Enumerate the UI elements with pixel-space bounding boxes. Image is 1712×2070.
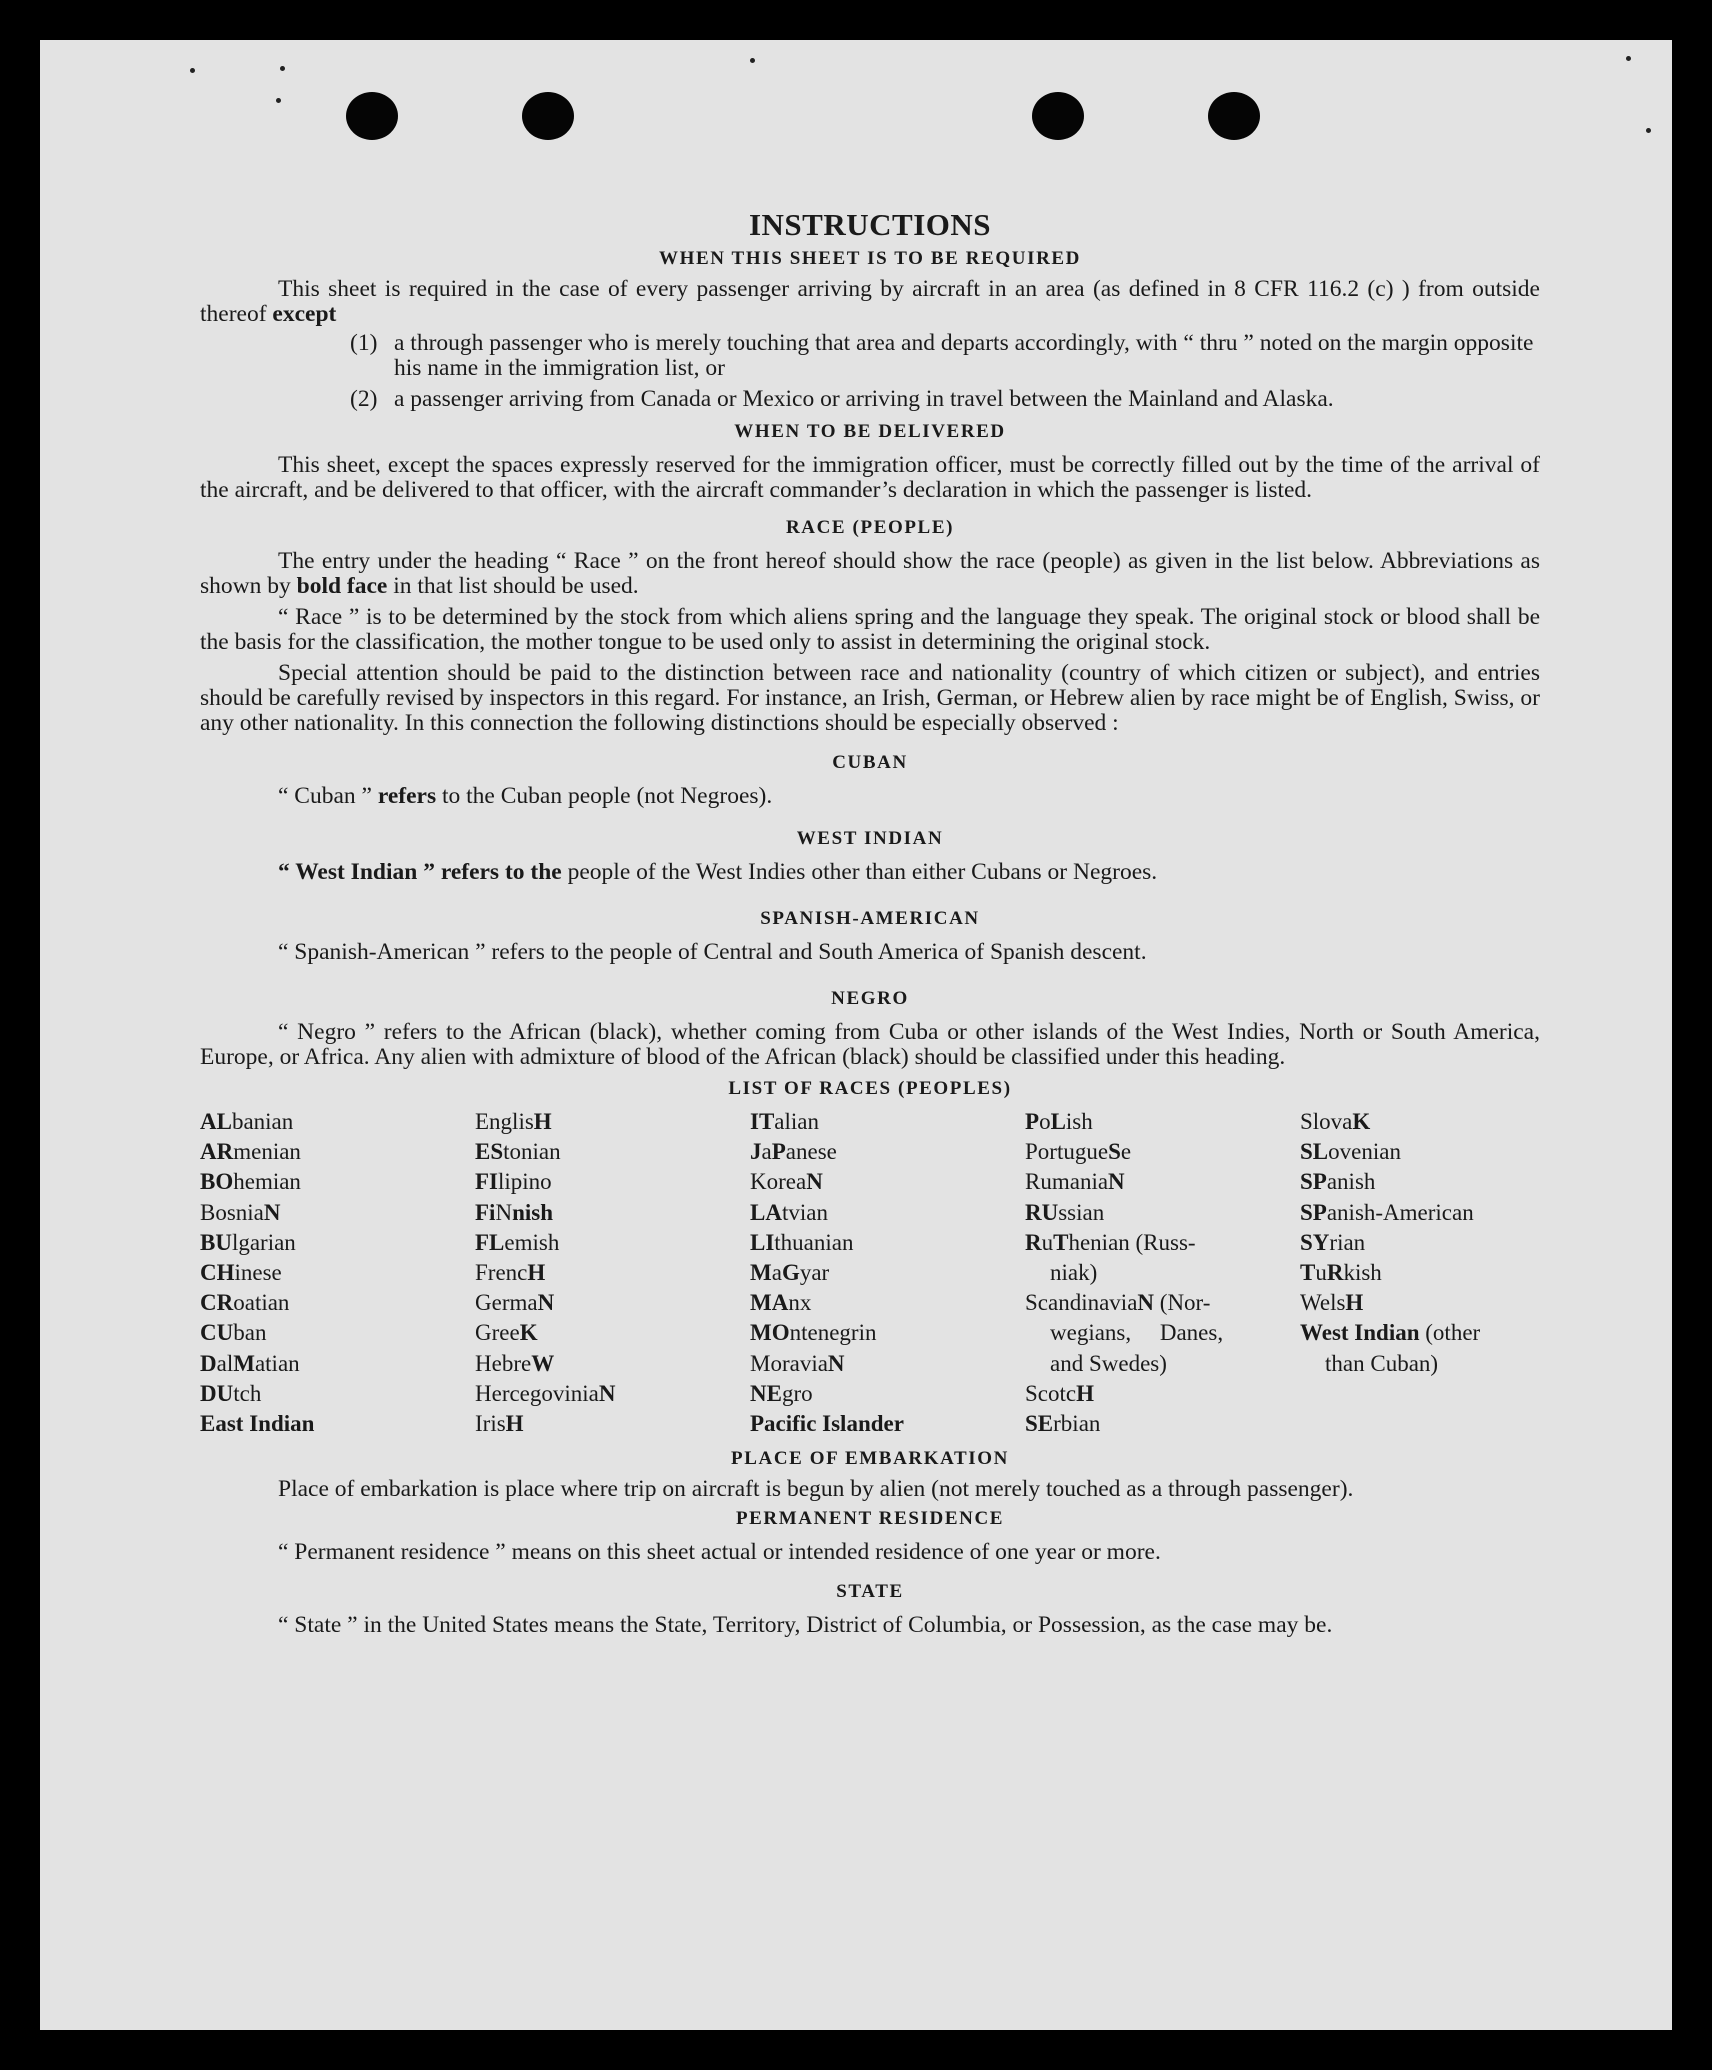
race-entry (750, 1409, 990, 1439)
race-text: u (1041, 1229, 1054, 1255)
race-abbreviation: H (1076, 1380, 1094, 1406)
bold-text: except (272, 301, 337, 327)
race-text: lgarian (231, 1229, 296, 1255)
item-text: a passenger arriving from Canada or Mexico or arriving in travel between the Mainland and Alaska. (394, 386, 1334, 412)
race-entry (475, 1107, 715, 1137)
race-abbreviation: N (827, 1350, 845, 1376)
race-entry (200, 1409, 440, 1439)
race-abbreviation: P (1025, 1109, 1040, 1134)
race-abbreviation: SE (1025, 1411, 1054, 1437)
race-abbreviation: M (233, 1350, 255, 1376)
race-entry (200, 1349, 440, 1379)
race-text: (Nor- (1154, 1290, 1211, 1316)
speck (280, 66, 285, 71)
race-text: ish (1065, 1109, 1093, 1134)
race-text: Korea (750, 1169, 807, 1195)
paragraph-delivered: This sheet, except the spaces expressly reserved for the immigration officer, must be correctly filled out by the time of the arrival of the aircraft, and be delivered to that officer, with the aircraft commander’s declaration in which the passenger is listed. (200, 452, 1540, 503)
section-heading-list-of-races: LIST OF RACES (PEOPLES) (728, 1078, 1012, 1099)
section-heading-negro: NEGRO (831, 988, 909, 1009)
race-abbreviation: CU (200, 1320, 234, 1346)
race-text: u (1315, 1260, 1327, 1286)
paragraph-text: “ Cuban ” (278, 783, 372, 809)
race-text: Slova (1300, 1109, 1353, 1134)
race-text: Moravia (750, 1350, 828, 1376)
speck (1646, 128, 1651, 133)
race-abbreviation: N (537, 1290, 555, 1316)
race-text: banian (231, 1109, 294, 1134)
paragraph-required (200, 277, 1540, 327)
race-abbreviation: Pacific Islander (750, 1411, 904, 1437)
race-entry (1300, 1167, 1540, 1197)
section-heading-state: STATE (836, 1581, 904, 1603)
race-text: Frenc (475, 1260, 528, 1286)
race-entry (1300, 1228, 1540, 1258)
race-abbreviation: SP (1300, 1169, 1327, 1195)
race-abbreviation: N (598, 1380, 616, 1406)
race-text: ban (233, 1320, 267, 1346)
race-text: Wels (1300, 1290, 1346, 1316)
race-abbreviation: East Indian (200, 1411, 315, 1437)
race-text: o (1039, 1109, 1051, 1134)
punch-hole (1208, 92, 1260, 140)
punch-hole (522, 92, 574, 140)
race-abbreviation: T (1300, 1260, 1316, 1286)
race-text: tch (233, 1380, 262, 1406)
paragraph-race-1 (200, 549, 1540, 599)
race-entry (475, 1349, 715, 1379)
race-text: Iris (475, 1411, 506, 1437)
race-text: menian (233, 1139, 301, 1165)
race-abbreviation: DU (200, 1380, 234, 1406)
race-abbreviation: ES (475, 1139, 504, 1165)
race-abbreviation: K (519, 1320, 538, 1346)
race-entry (1025, 1349, 1265, 1379)
section-heading-when-delivered: WHEN TO BE DELIVERED (734, 421, 1006, 442)
race-abbreviation: H (505, 1411, 524, 1437)
section-heading-permanent-residence: PERMANENT RESIDENCE (735, 1508, 1005, 1530)
race-abbreviation: SP (1300, 1199, 1327, 1225)
race-text: al (216, 1350, 234, 1376)
race-abbreviation: LI (750, 1229, 775, 1255)
race-abbreviation: H (533, 1109, 552, 1134)
race-text: Portugue (1025, 1139, 1109, 1165)
section-heading-race: RACE (PEOPLE) (785, 517, 955, 538)
races-column (750, 1107, 990, 1439)
race-entry (750, 1258, 990, 1288)
race-text: hemian (233, 1169, 301, 1195)
race-text: Scotc (1025, 1380, 1077, 1406)
race-entry (475, 1137, 715, 1167)
race-text: Bosnia (200, 1199, 264, 1225)
race-entry (475, 1409, 715, 1439)
race-text: kish (1343, 1260, 1382, 1286)
list-item (350, 387, 1540, 412)
races-column (475, 1107, 715, 1439)
race-abbreviation: CR (200, 1290, 234, 1316)
race-abbreviation: W (531, 1350, 555, 1376)
race-text: niak) (1050, 1260, 1098, 1286)
race-abbreviation: nish (512, 1199, 554, 1225)
paragraph-text: to the Cuban people (not Negroes). (442, 783, 773, 809)
race-entry (1300, 1198, 1540, 1228)
paragraph-spanish-american: “ Spanish-American ” refers to the people of Central and South America of Spanish descent. (278, 939, 1147, 965)
race-entry (750, 1107, 990, 1137)
race-abbreviation: Fi (475, 1199, 496, 1225)
race-entry (200, 1198, 440, 1228)
paragraph-cuban (200, 784, 1540, 809)
race-entry (200, 1318, 440, 1348)
race-abbreviation: R (1326, 1260, 1344, 1286)
race-entry (750, 1349, 990, 1379)
race-text: emish (504, 1229, 560, 1255)
race-entry (1300, 1349, 1540, 1379)
race-text: ovenian (1328, 1139, 1401, 1165)
race-entry (750, 1198, 990, 1228)
race-abbreviation: N (1108, 1169, 1125, 1195)
paragraph-embarkation: Place of embarkation is place where trip on aircraft is begun by alien (not merely touched as a through passenger). (278, 1476, 1354, 1503)
race-text: Englis (475, 1109, 534, 1134)
race-text: tvian (781, 1199, 828, 1225)
punch-hole (346, 92, 398, 140)
speck (1626, 56, 1631, 61)
section-heading-embarkation: PLACE OF EMBARKATION (731, 1448, 1009, 1470)
race-entry (200, 1137, 440, 1167)
race-abbreviation: LA (750, 1199, 782, 1225)
instructions-content (200, 207, 1540, 1638)
section-heading-cuban: CUBAN (832, 752, 908, 773)
race-text: atian (254, 1350, 300, 1376)
paragraph-west-indian (200, 860, 1540, 885)
race-entry (1025, 1137, 1265, 1167)
race-entry (200, 1379, 440, 1409)
punch-hole (1032, 92, 1084, 140)
race-abbreviation: P (771, 1139, 786, 1165)
paragraph-text: This sheet is required in the case of every passenger arriving by aircraft in an area (as defined in 8 CFR 116.2 (c) ) from outside thereof (200, 276, 1540, 327)
bold-text: “ West Indian ” refers to the (278, 859, 562, 885)
race-text: rbian (1053, 1411, 1101, 1437)
race-text: wegians, Danes, (1050, 1320, 1224, 1346)
race-entry (750, 1379, 990, 1409)
race-abbreviation: RU (1025, 1199, 1059, 1225)
race-abbreviation: J (750, 1139, 762, 1165)
race-text: lipino (498, 1169, 552, 1195)
race-text: anish (1326, 1169, 1376, 1195)
race-entry (1025, 1288, 1265, 1318)
race-text: Hercegovinia (475, 1380, 599, 1406)
races-column (1300, 1107, 1540, 1439)
race-abbreviation: FL (475, 1229, 505, 1255)
race-text: anese (785, 1139, 837, 1165)
races-column (1025, 1107, 1265, 1439)
race-abbreviation: BU (200, 1229, 232, 1255)
race-entry (1025, 1318, 1265, 1348)
race-text: Rumania (1025, 1169, 1109, 1195)
race-abbreviation: West Indian (1300, 1320, 1420, 1346)
item-text: a through passenger who is merely touching that area and departs accordingly, with “ thru ” noted on the margin opposite his name in the immigration list, or (394, 330, 1534, 381)
race-text: tonian (503, 1139, 561, 1165)
race-entry (750, 1167, 990, 1197)
race-entry (200, 1167, 440, 1197)
section-heading-when-required: WHEN THIS SHEET IS TO BE REQUIRED (658, 248, 1082, 269)
speck (750, 58, 755, 63)
race-abbreviation: H (527, 1260, 546, 1286)
race-abbreviation: G (781, 1260, 800, 1286)
race-entry (1025, 1258, 1265, 1288)
race-text: nx (788, 1290, 812, 1316)
speck (190, 68, 195, 73)
race-abbreviation: D (200, 1350, 217, 1376)
paragraph-text: people of the West Indies other than either Cubans or Negroes. (567, 859, 1158, 885)
race-text: rian (1329, 1229, 1366, 1255)
race-text: thuanian (774, 1229, 854, 1255)
race-abbreviation: NE (750, 1380, 782, 1406)
race-text: gro (781, 1380, 813, 1406)
race-entry (475, 1318, 715, 1348)
race-abbreviation: SY (1300, 1229, 1330, 1255)
paragraph-permanent-residence: “ Permanent residence ” means on this sheet actual or intended residence of one year or more. (278, 1539, 1161, 1566)
race-text: Germa (475, 1290, 538, 1316)
race-entry (1025, 1107, 1265, 1137)
race-abbreviation: N (263, 1199, 281, 1225)
race-text: a (771, 1260, 782, 1286)
race-entry (750, 1137, 990, 1167)
race-abbreviation: N (806, 1169, 823, 1195)
race-abbreviation: R (1025, 1229, 1042, 1255)
race-entry (1300, 1288, 1540, 1318)
race-entry (1025, 1379, 1265, 1409)
race-abbreviation: MO (750, 1320, 790, 1346)
race-text: yar (799, 1260, 830, 1286)
race-text: and Swedes) (1050, 1350, 1167, 1376)
race-abbreviation: AR (200, 1139, 234, 1165)
paragraph-text: in that list should be used. (393, 573, 639, 599)
race-entry (750, 1288, 990, 1318)
race-text: Scandinavia (1025, 1290, 1138, 1316)
paragraph-race-3: Special attention should be paid to the distinction between race and nationality (country of which citizen or subject), and entries should be carefully revised by inspectors in this regard. For instance, an Irish, German, or Hebrew alien by race might be of English, Swiss, or any other nationality. In this connection the following distinctions should be especially observed : (200, 660, 1540, 736)
race-entry (475, 1288, 715, 1318)
race-entry (200, 1107, 440, 1137)
race-abbreviation: M (750, 1260, 772, 1286)
race-abbreviation: FI (475, 1169, 498, 1195)
race-text: a (761, 1139, 772, 1165)
paragraph-race-2: “ Race ” is to be determined by the stock from which aliens spring and the language they speak. The original stock or blood shall be the basis for the classification, the mother tongue to be used only to assist in determining the original stock. (200, 604, 1540, 655)
race-entry (1300, 1258, 1540, 1288)
race-entry (1025, 1198, 1265, 1228)
speck (276, 98, 281, 103)
page-title: INSTRUCTIONS (748, 207, 991, 242)
race-entry (475, 1167, 715, 1197)
race-text: anish-American (1326, 1199, 1474, 1225)
paragraph-text: The entry under the heading “ Race ” on the front hereof should show the race (people) as given in the list below. Abbreviations as shown by (200, 548, 1540, 599)
races-table (200, 1107, 1540, 1439)
race-abbreviation: H (1345, 1290, 1364, 1316)
race-entry (1300, 1137, 1540, 1167)
bold-text: refers (377, 783, 437, 809)
race-entry (200, 1288, 440, 1318)
race-text: ntenegrin (789, 1320, 877, 1346)
race-abbreviation: N (1137, 1290, 1155, 1316)
bold-text: bold face (296, 573, 388, 599)
race-entry (1300, 1107, 1540, 1137)
race-abbreviation: SL (1300, 1139, 1329, 1165)
race-text: inese (234, 1260, 282, 1286)
race-text: Gree (475, 1320, 520, 1346)
list-item (350, 331, 1540, 381)
race-abbreviation: K (1352, 1109, 1371, 1134)
race-entry (200, 1258, 440, 1288)
item-number: (1) (350, 330, 378, 356)
race-abbreviation: T (1053, 1229, 1069, 1255)
race-abbreviation: S (1108, 1139, 1121, 1165)
race-text: ssian (1058, 1199, 1105, 1225)
paragraph-state: “ State ” in the United States means the State, Territory, District of Columbia, or Possession, as the case may be. (278, 1612, 1333, 1639)
race-entry (475, 1258, 715, 1288)
document-sheet (40, 40, 1672, 2030)
paragraph-negro: “ Negro ” refers to the African (black), whether coming from Cuba or other islands of the West Indies, North or South America, Europe, or Africa. Any alien with admixture of blood of the African (black) should be classified under this heading. (200, 1019, 1540, 1070)
race-abbreviation: BO (200, 1169, 234, 1195)
race-entry (1025, 1409, 1265, 1439)
section-heading-west-indian: WEST INDIAN (796, 828, 944, 849)
race-abbreviation: MA (750, 1290, 789, 1316)
race-text: henian (Russ- (1068, 1229, 1196, 1255)
race-entry (750, 1318, 990, 1348)
race-entry (475, 1228, 715, 1258)
race-abbreviation: IT (750, 1109, 775, 1134)
race-entry (475, 1198, 715, 1228)
race-abbreviation: L (1050, 1109, 1066, 1134)
race-entry (1025, 1228, 1265, 1258)
race-text: Hebre (475, 1350, 532, 1376)
races-column (200, 1107, 440, 1439)
race-text: oatian (233, 1290, 290, 1316)
race-entry (200, 1228, 440, 1258)
race-entry (475, 1379, 715, 1409)
race-text: e (1120, 1139, 1132, 1165)
race-entry (1300, 1318, 1540, 1348)
race-text: than Cuban) (1325, 1350, 1439, 1376)
race-entry (750, 1228, 990, 1258)
race-text: alian (774, 1109, 819, 1134)
item-number: (2) (350, 386, 378, 412)
section-heading-spanish-american: SPANISH-AMERICAN (760, 908, 980, 929)
race-text: N (495, 1199, 513, 1225)
race-entry (1025, 1167, 1265, 1197)
race-text: (other (1419, 1320, 1481, 1346)
race-abbreviation: AL (200, 1109, 232, 1134)
race-abbreviation: CH (200, 1260, 235, 1286)
